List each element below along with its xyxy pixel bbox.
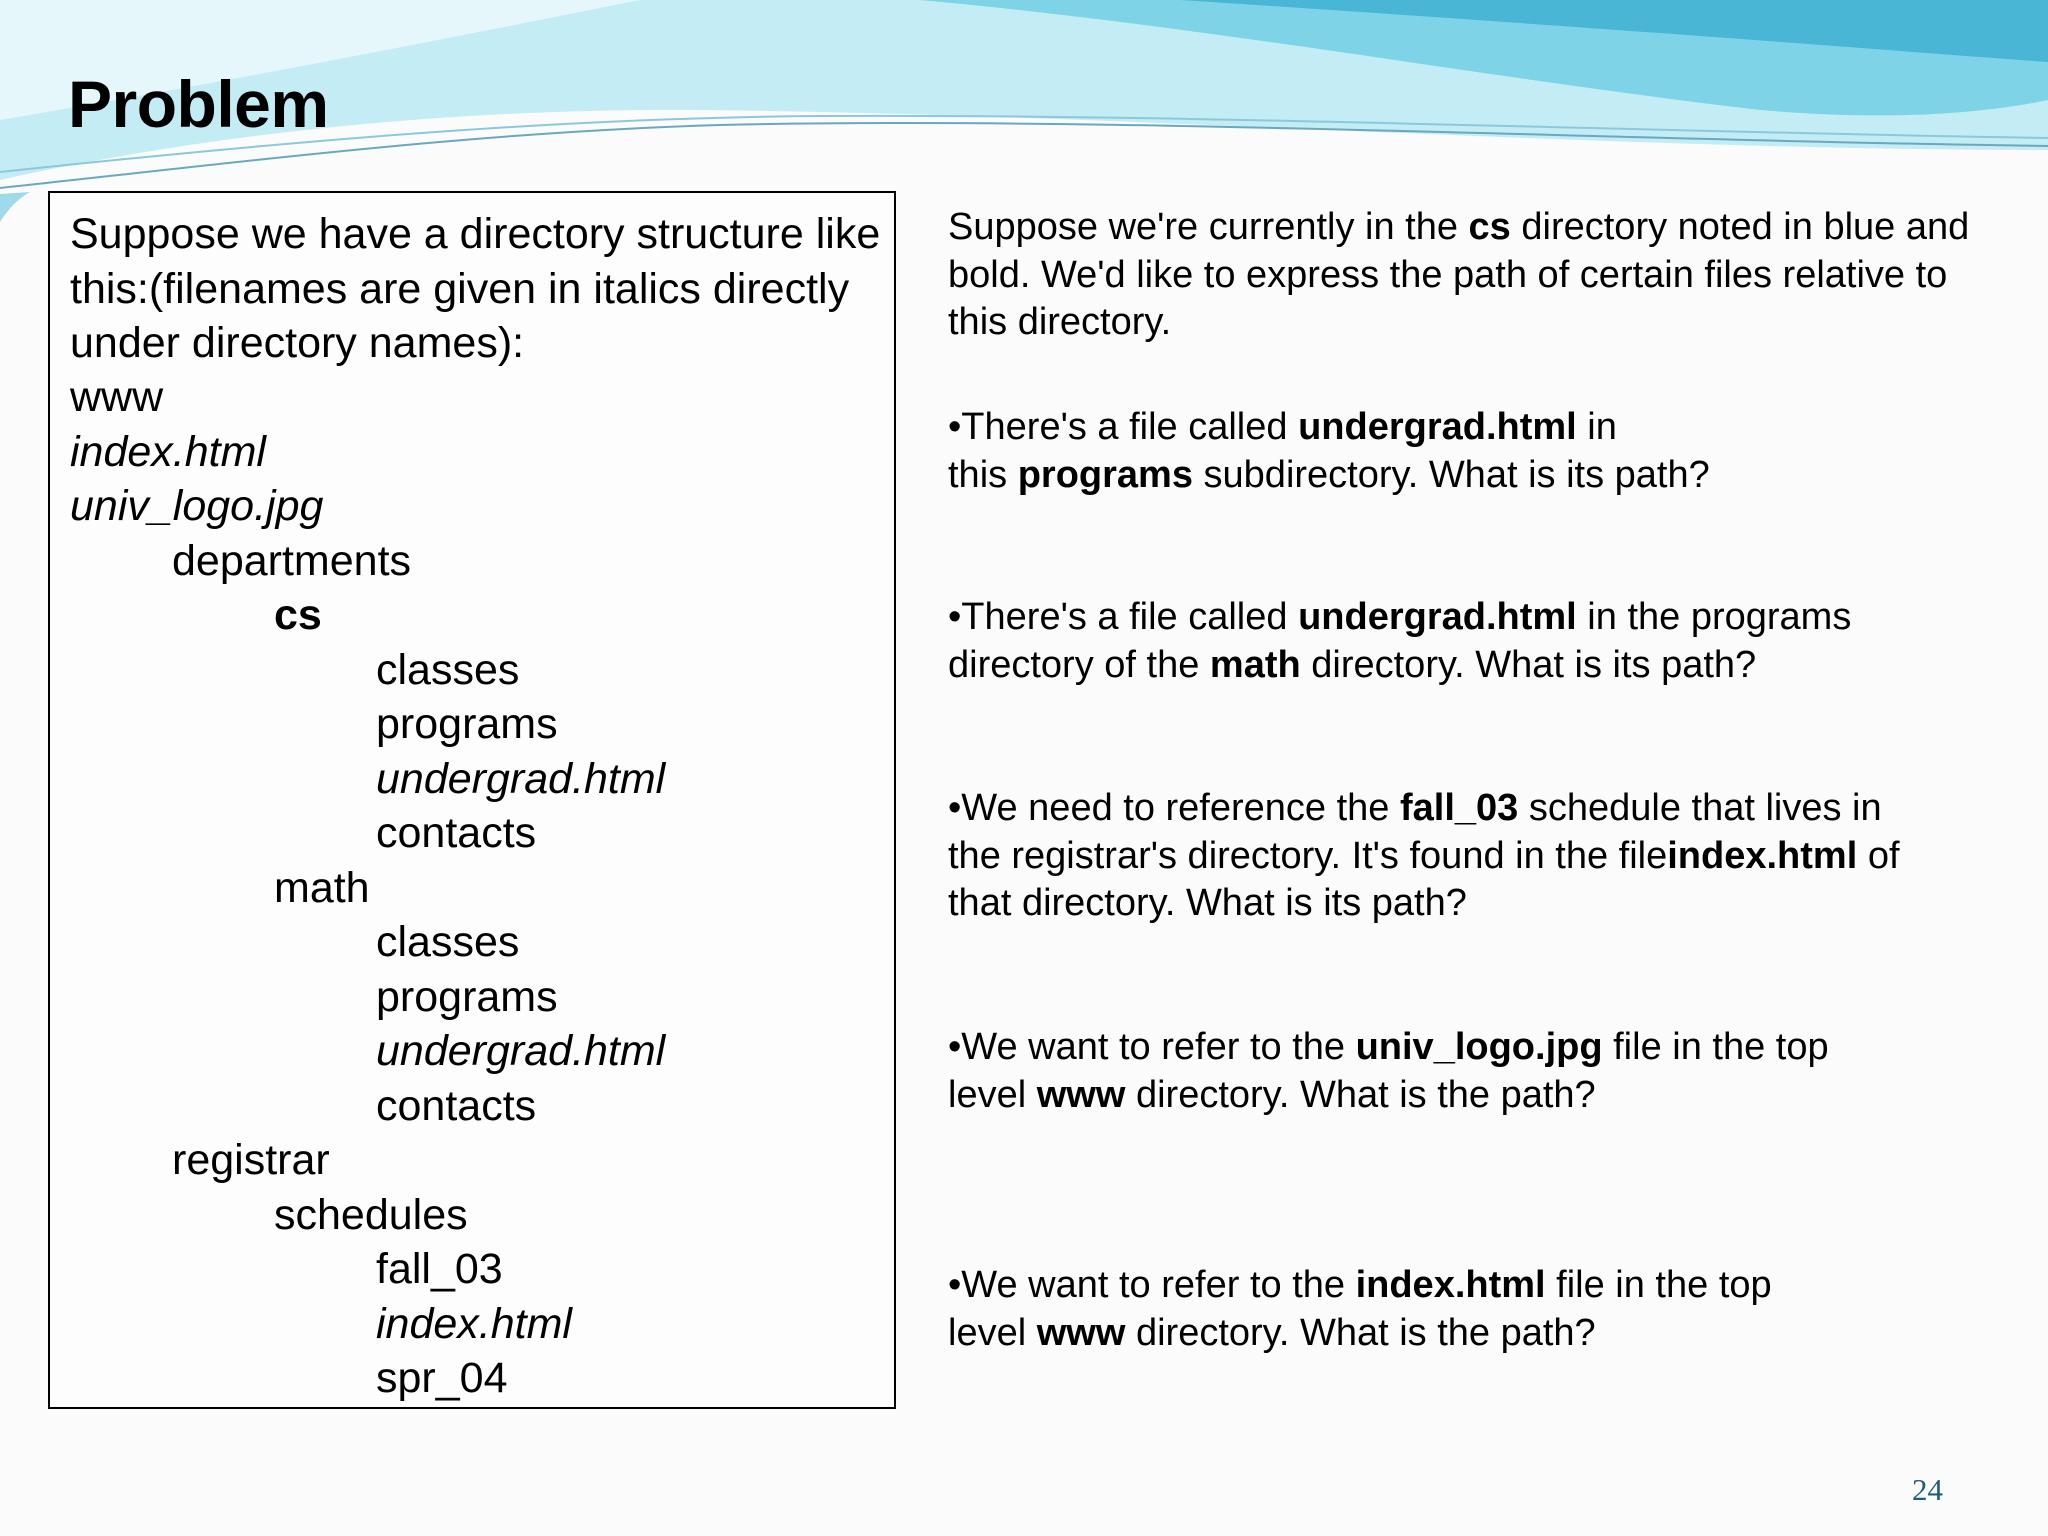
tree-directory: www [70,373,164,421]
current-dir-name: cs [1468,206,1511,248]
directory-tree [70,370,665,1406]
tree-directory: contacts [376,809,537,857]
tree-directory: programs [376,700,558,748]
tree-directory: departments [172,536,412,585]
question-item: •We need to reference the fall_03 schedule that lives in the registrar's directory. It's found in the fileindex.html of that directory. What is its path? [948,787,1900,924]
directory-structure-box [48,191,896,1409]
tree-file: undergrad.html [376,1027,666,1075]
tree-file: index.html [70,427,266,476]
tree-directory: classes [376,918,520,966]
page-number: 24 [1912,1472,1943,1507]
tree-file: univ_logo.jpg [70,482,324,530]
question-item: •We want to refer to the index.html file in the top level www directory. What is the path? [948,1264,1772,1354]
tree-directory: spr_04 [376,1354,508,1402]
tree-directory: fall_03 [376,1245,503,1293]
tree-directory: schedules [274,1190,468,1239]
tree-directory: programs [376,972,558,1021]
tree-file: undergrad.html [376,754,666,803]
tree-directory: classes [376,645,520,694]
tree-directory: contacts [376,1081,537,1130]
question-item: •There's a file called undergrad.html in the programs directory of the math directory. What is its path? [948,596,1852,686]
tree-directory: cs [274,591,322,639]
question-item: •We want to refer to the univ_logo.jpg file in the top level www directory. What is the path? [948,1026,1829,1116]
tree-directory: math [274,863,370,912]
tree-intro-text: Suppose we have a directory structure like this:(filenames are given in italics directly under directory names): [70,210,881,367]
question-item: •There's a file called undergrad.html in this programs subdirectory. What is its path? [948,406,1710,496]
questions-column [948,204,1988,1354]
slide-title: Problem [68,67,329,141]
tree-file: index.html [376,1299,572,1348]
tree-directory: registrar [172,1136,330,1184]
context-paragraph: Suppose we're currently in the cs directory noted in blue and bold. We'd like to express the path of certain files relative to this directory. [948,206,1970,343]
